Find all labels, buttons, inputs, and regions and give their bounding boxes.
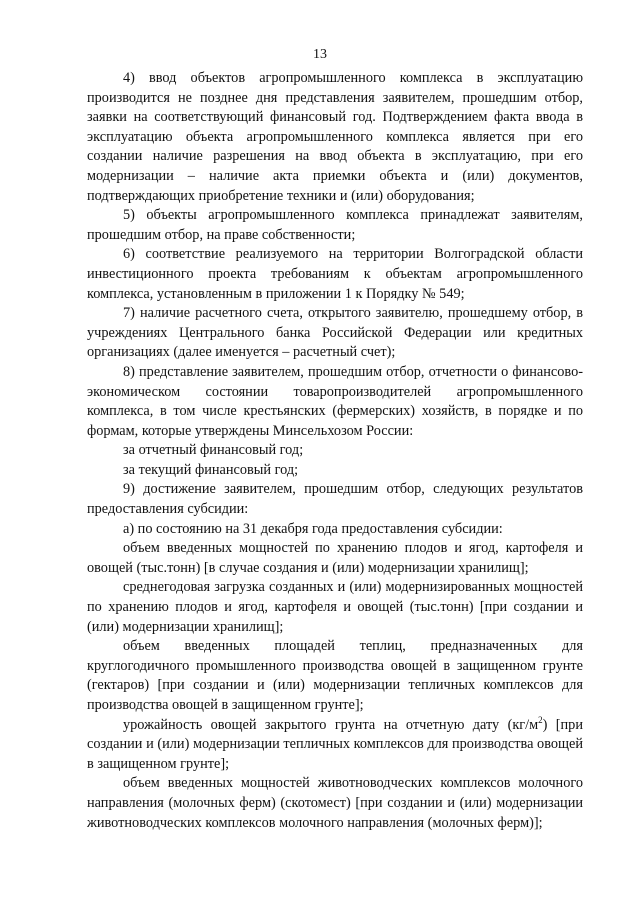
- paragraph-dairy-capacity: объем введенных мощностей животноводческих комплексов молочного направления (молочных ферм) (скотомест) [при создании и (или) модернизации животноводческих комплексов молочного направления (молочных ферм)];: [87, 775, 583, 831]
- body-text: [87, 69, 583, 833]
- paragraph-greenhouse-area: объем введенных площадей теплиц, предназначенных для круглогодичного промышленного производства овощей в защищенном грунте (гектаров) [при создании и (или) модернизации тепличных комплексов для производства овощей в защищенном грунте];: [87, 638, 583, 713]
- square-superscript: 2: [538, 714, 543, 725]
- page-number: 13: [313, 47, 327, 62]
- paragraph-storage-capacity: объем введенных мощностей по хранению плодов и ягод, картофеля и овощей (тыс.тонн) [в случае создания и (или) модернизации хранилищ];: [87, 540, 583, 576]
- paragraph-storage-load: среднегодовая загрузка созданных и (или) модернизированных мощностей по хранению плодов и ягод, картофеля и овощей (тыс.тонн) [при создании и (или) модернизации хранилищ];: [87, 579, 583, 635]
- paragraph-current-year: за текущий финансовый год;: [123, 461, 299, 478]
- paragraph-item-4: 4) ввод объектов агропромышленного комплекса в эксплуатацию производится не позднее дня представления заявителем, прошедшим отбор, заявки на соответствующий финансовый год. Подтверждением факта ввода в эксплуатацию объекта агропромышленного комплекса является при его создании наличие разрешения на ввод объекта в эксплуатацию, при его модернизации – наличие акта приемки объекта и (или) документов, подтверждающих приобретение техники и (или) оборудования;: [87, 70, 583, 204]
- paragraph-reporting-year: за отчетный финансовый год;: [123, 442, 304, 459]
- paragraph-item-5: 5) объекты агропромышленного комплекса принадлежат заявителям, прошедшим отбор, на праве собственности;: [87, 207, 583, 243]
- yield-text-end: ) [при создании и (или) модернизации тепличных комплексов для производства овощей в защищенном грунте];: [87, 716, 583, 772]
- paragraph-greenhouse-yield: [87, 716, 583, 775]
- paragraph-subitem-a: а) по состоянию на 31 декабря года предоставления субсидии:: [123, 520, 503, 537]
- yield-text-start: урожайность овощей закрытого грунта на отчетную дату (кг/м: [123, 716, 539, 733]
- paragraph-item-9: 9) достижение заявителем, прошедшим отбор, следующих результатов предоставления субсидии:: [87, 481, 583, 518]
- paragraph-item-6: 6) соответствие реализуемого на территории Волгоградской области инвестиционного проекта требованиям к объектам агропромышленного комплекса, установленным в приложении 1 к Порядку № 549;: [87, 246, 583, 302]
- paragraph-item-8: 8) представление заявителем, прошедшим отбор, отчетности о финансово-экономическом состоянии товаропроизводителей агропромышленного комплекса, в том числе крестьянских (фермерских) хозяйств, в порядке и по формам, которые утверждены Минсельхозом России:: [87, 363, 583, 439]
- paragraph-item-7: 7) наличие расчетного счета, открытого заявителю, прошедшему отбор, в учреждениях Центрального банка Российской Федерации или кредитных организациях (далее именуется – расчетный счет);: [87, 305, 583, 361]
